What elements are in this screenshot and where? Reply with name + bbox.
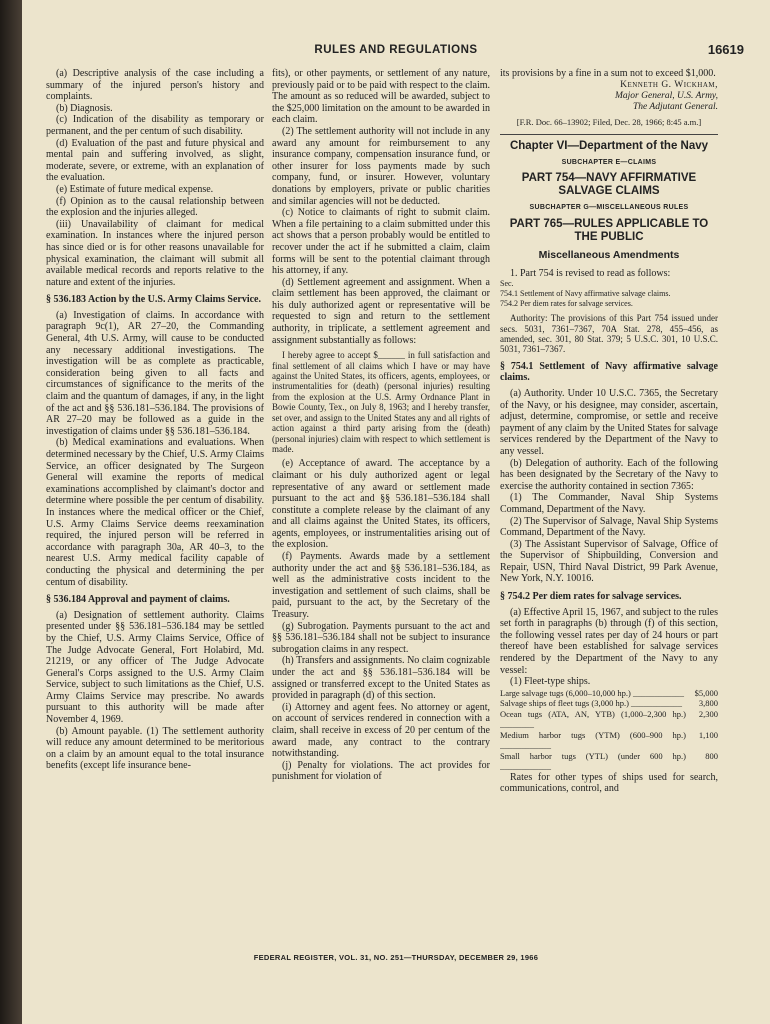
paragraph: (a) Effective April 15, 1967, and subject to the rules set forth in paragraphs (b) through (f) of this section, the following vessel rates per day of 24 hours or part thereof have been established for salvage services rendered by the Department of the Navy to any vessel: <box>500 606 718 676</box>
column-3 <box>500 68 718 938</box>
section-heading: § 536.184 Approval and payment of claims. <box>46 594 230 606</box>
book-spine <box>0 0 22 1024</box>
column-1 <box>46 68 264 938</box>
divider <box>500 134 718 135</box>
rate-amount: 3,800 <box>698 698 718 709</box>
subchapter-heading: SUBCHAPTER G—MISCELLANEOUS RULES <box>529 204 689 212</box>
rate-label: Salvage ships of fleet tugs (3,000 hp.) ____________ <box>500 698 683 709</box>
amendments-heading: Miscellaneous Amendments <box>538 248 680 261</box>
paragraph: (3) The Assistant Supervisor of Salvage, Office of the Supervisor of Shipbuilding, Conversion and Repair, USN, Third Naval District, 99 Park Avenue, New York, N.Y. 10016. <box>500 538 718 585</box>
part-heading: PART 754—NAVY AFFIRMATIVE SALVAGE CLAIMS <box>521 172 697 198</box>
rate-row <box>500 730 718 751</box>
rate-amount: 1,100 <box>698 729 718 740</box>
paragraph: (iii) Unavailability of claimant for medical examination. In instances where the injured person has since died or is for other reasons unavailable for physical examination, the claimant will submit all available medical records and reports relative to the nature and extent of the injuries. <box>46 218 264 288</box>
paragraph: (e) Acceptance of award. The acceptance by a claimant or his duly authorized agent or legal representative of any award or settlement made pursuant to the act and §§ 536.181–536.184 shall constitute a complete release by the claimant of any and all claims against the United States, its officers, agents, employees, or instrumentalities arising out of the explosion. <box>272 458 490 551</box>
paragraph: (a) Authority. Under 10 U.S.C. 7365, the Secretary of the Navy, or his designee, may consider, ascertain, adjust, determine, compromise, or settle and receive payment of any claim by the United States for salvage services rendered by the Department of the Navy to any vessel. <box>500 387 718 457</box>
toc-label: Sec. <box>500 279 514 289</box>
running-header-title: RULES AND REGULATIONS <box>314 44 478 56</box>
paragraph: (i) Attorney and agent fees. No attorney or agent, on account of services rendered in connection with a claim, shall receive in excess of 20 per centum of the award made, any contract to the contrary notwithstanding. <box>272 701 490 760</box>
paragraph: (e) Estimate of future medical expense. <box>56 183 214 195</box>
paragraph: (d) Evaluation of the past and future physical and mental pain and suffering involved, as slight, moderate, severe, or extreme, with an explanation of the evaluation. <box>46 137 264 184</box>
paragraph: 1. Part 754 is revised to read as follows: <box>510 267 671 279</box>
section-heading: § 754.1 Settlement of Navy affirmative salvage claims. <box>500 360 718 384</box>
chapter-heading: Chapter VI—Department of the Navy <box>509 140 709 153</box>
paragraph: (c) Notice to claimants of right to submit claim. When a file pertaining to a claim submitted under this act shows that a person probably would be entitled to recover under the act if he submitted a claim, claim forms will be sent to the potential claimant through his attorney, if any. <box>272 207 490 277</box>
paragraph: its provisions by a fine in a sum not to exceed $1,000. <box>500 68 716 79</box>
rate-label: Ocean tugs (ATA, AN, YTB) (1,000–2,300 hp.) ________ <box>500 708 686 730</box>
rate-amount: $5,000 <box>694 687 718 698</box>
signature-block <box>500 80 718 113</box>
table-of-contents <box>500 279 718 309</box>
rate-amount: 2,300 <box>698 708 718 719</box>
paragraph: (b) Medical examinations and evaluations. When determined necessary by the Chief, U.S. Army Claims Service, an officer designated by The Surgeon General will examine the reports of medical examinations accomplished by claimant's doctor and determine where possible the per centum of disability. In instances where the medical officer or the Chief, U.S. Army Claims Service deems reexamination required, the injured person will be referred in accordance with paragraph 30a, AR 40–3, to the nearest U.S. Army medical facility capable of conducting the physical and determining the per centum of disability. <box>46 437 264 588</box>
toc-item: 754.1 Settlement of Navy affirmative salvage claims. <box>500 289 671 299</box>
paragraph: (2) The Supervisor of Salvage, Naval Ship Systems Command, Department of the Navy. <box>500 515 718 539</box>
subchapter-heading: SUBCHAPTER E—CLAIMS <box>561 158 657 166</box>
authority-note: Authority: The provisions of this Part 754 issued under secs. 5031, 7361–7367, 70A Stat. 278, 455–456, as amended, sec. 301, 80 Stat. 379; 5 U.S.C. 301, 10 U.S.C. 5031, 7361–7367. <box>500 313 718 355</box>
paragraph: (1) Fleet-type ships. <box>510 676 591 688</box>
paragraph: (f) Opinion as to the causal relationship between the explosion and the injuries alleged. <box>46 195 264 219</box>
paragraph: (g) Subrogation. Payments pursuant to the act and §§ 536.181–536.184 shall not be subject to insurance subrogation claims in any respect. <box>272 620 490 655</box>
paragraph: Rates for other types of ships used for search, communications, control, and <box>500 771 718 795</box>
paragraph: (j) Penalty for violations. The act provides for punishment for violation of <box>272 759 490 783</box>
rate-row <box>500 698 718 709</box>
section-heading: § 536.183 Action by the U.S. Army Claims Service. <box>46 294 261 306</box>
signer-title: The Adjutant General. <box>632 101 718 112</box>
paragraph: (2) The settlement authority will not include in any award any amount for reimbursement to any insurance company, compensation insurance fund, or other insurer for loss payments made by such company, fund, or insurer. However, voluntary donations by employers, private or public charities and similar agencies will not be deducted. <box>272 125 490 207</box>
signer-title: Major General, U.S. Army, <box>615 90 718 101</box>
fr-doc-note: [F.R. Doc. 66–13902; Filed, Dec. 28, 1966; 8:45 a.m.] <box>516 116 702 127</box>
rate-row <box>500 751 718 772</box>
section-heading: § 754.2 Per diem rates for salvage services. <box>500 591 682 603</box>
page-number: 16619 <box>707 42 744 57</box>
rate-amount: 800 <box>705 750 718 761</box>
rate-row <box>500 688 718 699</box>
page-footer: FEDERAL REGISTER, VOL. 31, NO. 251—THURSDAY, DECEMBER 29, 1966 <box>253 953 539 962</box>
paragraph: (h) Transfers and assignments. No claim cognizable under the act and §§ 536.181–536.184 will be assigned or transferred except to the United States as provided in paragraph (d) of this section. <box>272 655 490 702</box>
paragraph: (a) Investigation of claims. In accordance with paragraph 9c(1), AR 27–20, the Commanding General, 4th U.S. Army, will cause to be conducted any necessary additional investigations. The investigation will be as complete as practicable, consideration being given to all facts and circumstances of significance to the merits of the claim and the quantum of damages, if any, in the light of the act and §§ 536.181–536.184. The provisions of AR 27–20 may be followed as a guide in the investigation of claims under §§ 536.181–536.184. <box>46 309 264 437</box>
rate-label: Medium harbor tugs (YTM) (600–900 hp.) ____________ <box>500 729 686 751</box>
toc-item: 754.2 Per diem rates for salvage services. <box>500 299 633 309</box>
part-heading: PART 765—RULES APPLICABLE TO THE PUBLIC <box>509 217 709 243</box>
paragraph: (b) Delegation of authority. Each of the following has been designated by the Secretary of the Navy to exercise the authority contained in section 7365: <box>500 457 718 492</box>
settlement-agreement-text: I hereby agree to accept $______ in full satisfaction and final settlement of all claims which I have or may have against the United States, its officers, agents, employees, or instrumentalities for (death) (personal injuries) resulting from the explosion at the U.S. Army Ordnance Plant in Bowie County, Tex., on July 8, 1963; and I hereby transfer, set over, and assign to the United States any and all rights of action against a third party arising from the (death) (personal injuries) claim with respect to which settlement is made. <box>272 350 490 454</box>
signer-name: Kenneth G. Wickham, <box>620 79 718 90</box>
column-2 <box>272 68 490 938</box>
rate-label: Large salvage tugs (6,000–10,000 hp.) ____________ <box>500 687 684 698</box>
paragraph: fits), or other payments, or settlement of any nature, previously paid or to be paid with respect to the claim. The amount as so reduced will be awarded, subject to the $25,000 limitation on the amount to be awarded in each claim. <box>272 68 490 126</box>
rate-table <box>500 688 718 772</box>
document-page <box>22 0 770 1024</box>
rate-label: Small harbor tugs (YTL) (under 600 hp.) ____________ <box>500 750 686 772</box>
paragraph: (f) Payments. Awards made by a settlement authority under the act and §§ 536.181–536.184, as well as the administrative costs incident to the investigation and settlement of such claims, shall be paid, pursuant to the act, by the Secretary of the Treasury. <box>272 551 490 621</box>
paragraph: (d) Settlement agreement and assignment. When a claim settlement has been approved, the claimant or his duly authorized agent or representative will be requested to sign and return to the settlement authority, in triplicate, a settlement agreement and assignment substantially as follows: <box>272 276 490 346</box>
paragraph: (c) Indication of the disability as temporary or permanent, and the per centum of such disability. <box>46 114 264 137</box>
paragraph: (a) Descriptive analysis of the case including a summary of the injured person's history and complaints. <box>46 68 264 103</box>
paragraph: (b) Diagnosis. <box>56 102 113 114</box>
paragraph: (b) Amount payable. (1) The settlement authority will reduce any amount determined to be meritorious on a claim by an amount equal to the total insurance benefits (except life insurance bene- <box>46 725 264 772</box>
paragraph: (a) Designation of settlement authority. Claims presented under §§ 536.181–536.184 may be settled by the Chief, U.S. Army Claims Service, Office of The Judge Advocate General, Fort Holabird, Md. 21219, or any officer of The Judge Advocate General's Corps assigned to the U.S. Army Claim Service, subject to such limitations as the Chief, U.S. Army Claims Service may prescribe. No awards pursuant to this authority will be made after November 4, 1969. <box>46 609 264 726</box>
rate-row <box>500 709 718 730</box>
paragraph: (1) The Commander, Naval Ship Systems Command, Department of the Navy. <box>500 492 718 515</box>
